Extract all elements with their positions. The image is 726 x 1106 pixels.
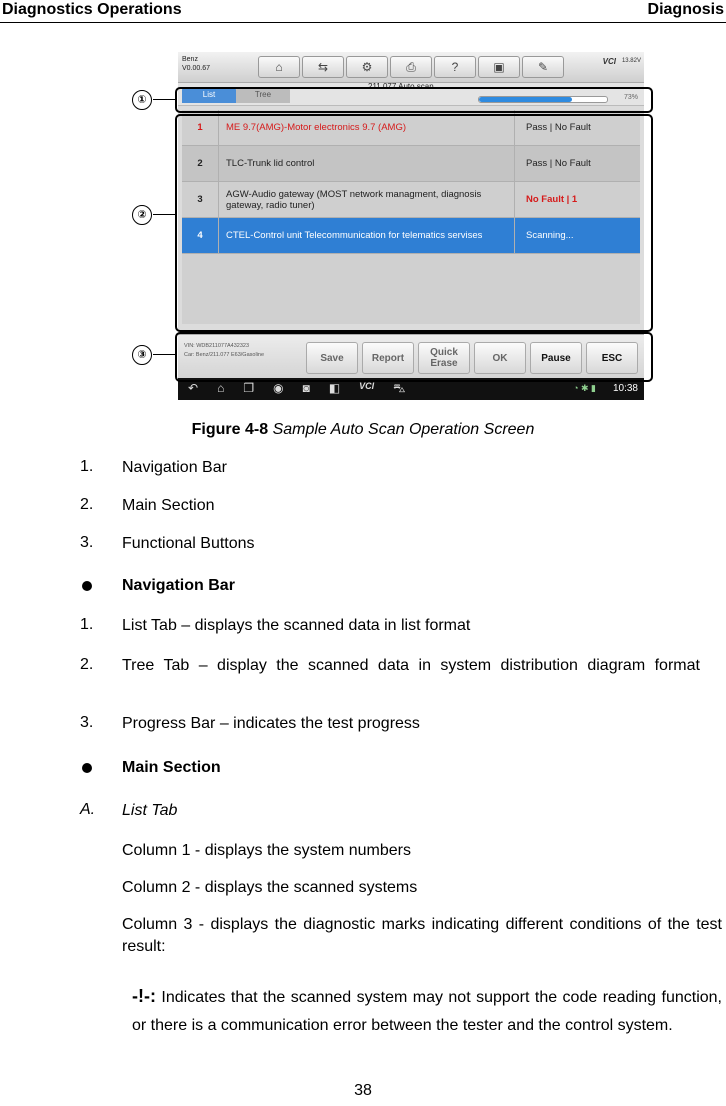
report-button[interactable]: Report [362,342,414,374]
system-status: Pass | No Fault [526,158,591,169]
esc-button[interactable]: ESC [586,342,638,374]
list-number: 1. [80,458,94,475]
callout-leader-3 [153,354,175,355]
list-item: Main Section [122,497,215,514]
mark-symbol: -!-: [132,986,156,1006]
vcl-indicator: VCI [602,57,616,66]
callout-leader-1 [153,99,175,100]
save-icon[interactable]: ▣ [478,56,520,78]
quick-erase-button[interactable]: Quick Erase [418,342,470,374]
vcl-icon[interactable]: VCI [359,381,375,391]
toolbar [178,52,644,83]
bullet [82,763,92,773]
list-number: 3. [80,714,94,731]
callout-marker-2: ② [132,205,152,225]
tab-tree[interactable]: Tree [236,87,290,103]
callout-marker-3: ③ [132,345,152,365]
column-description: Column 3 - displays the diagnostic marks indicating different conditions of the test result: [122,916,722,955]
list-number: 1. [80,616,94,633]
system-name: TLC-Trunk lid control [226,146,515,181]
callout-box-3 [175,332,653,382]
scan-title: 211.077 Auto scan [368,82,434,91]
volume-icon[interactable]: ◧ [328,381,341,395]
system-status: Scanning... [526,230,574,241]
list-item: Progress Bar – indicates the test progress [122,715,420,732]
header-right: Diagnosis [647,1,724,18]
progress-label: 73% [623,94,638,101]
mark-description [132,982,722,1040]
clock: 10:38 [612,383,638,394]
printer-icon[interactable]: ⎙ [390,56,432,78]
page-header [0,0,726,23]
list-number: 3. [80,534,94,551]
callout-box-2 [175,114,653,332]
toolbar-buttons [258,56,564,78]
nav-icons [188,381,406,397]
home-icon[interactable]: ⌂ [258,56,300,78]
callout-box-1 [175,87,653,113]
page-number: 38 [354,1082,372,1099]
bullet [82,581,92,591]
help-icon[interactable]: ? [434,56,476,78]
section-heading: Main Section [122,759,221,776]
brand-name: Benz [182,56,198,63]
camera-icon[interactable]: ◙ [302,381,310,395]
list-item: Tree Tab – display the scanned data in system distribution diagram format [122,657,700,674]
gear-icon[interactable]: ⚙ [346,56,388,78]
section-heading: Navigation Bar [122,577,235,594]
figure-caption [0,421,726,439]
system-name: ME 9.7(AMG)-Motor electronics 9.7 (AMG) [226,110,515,145]
callout-leader-2 [153,214,175,215]
home-icon[interactable]: ⌂ [217,381,225,395]
vin-line: VIN: WDB211077A432323 [184,343,250,349]
vehicle-swap-icon[interactable]: ⇆ [302,56,344,78]
list-item: Functional Buttons [122,535,255,552]
callout-marker-1: ① [132,90,152,110]
system-name: CTEL-Control unit Telecommunication for telematics servises [226,218,515,253]
car-line: Car: Benz/211.077 E63/Gasoline [184,352,265,358]
column-description: Column 1 - displays the system numbers [122,842,411,859]
recent-apps-icon[interactable]: ❐ [243,381,255,395]
caption-label: Figure 4-8 [191,421,269,438]
list-number: 2. [80,656,94,673]
pause-button[interactable]: Pause [530,342,582,374]
header-left: Diagnostics Operations [2,1,182,18]
back-icon[interactable]: ↶ [188,381,199,395]
ok-button[interactable]: OK [474,342,526,374]
system-status: Pass | No Fault [526,122,591,133]
list-item: Navigation Bar [122,459,227,476]
system-status: No Fault | 1 [526,194,578,205]
caption-text: Sample Auto Scan Operation Screen [272,421,535,438]
browser-icon[interactable]: ◉ [273,381,284,395]
car-icon[interactable]: ⛍ [393,381,406,395]
system-number: 3 [182,182,219,217]
list-item: List Tab – displays the scanned data in list format [122,617,471,634]
save-button[interactable]: Save [306,342,358,374]
column-description: Column 2 - displays the scanned systems [122,879,418,896]
pen-icon[interactable]: ✎ [522,56,564,78]
tab-list[interactable]: List [182,87,236,103]
sub-heading: List Tab [122,802,178,819]
version: V0.00.67 [182,65,211,72]
sub-letter: A. [80,801,96,818]
brand [182,55,210,73]
list-number: 2. [80,496,94,513]
mark-text: Indicates that the scanned system may not support the code reading function, or there is a communication error between the tester and the control system. [132,989,722,1034]
system-number: 2 [182,146,219,181]
status-icons: ◔ ✱ ▮ [573,383,596,393]
system-name: AGW-Audio gateway (MOST network managment, diagnosis gateway, radio tuner) [226,182,515,217]
system-number: 1 [182,110,219,145]
voltage: 13.82V [621,58,641,64]
system-number: 4 [182,218,219,253]
